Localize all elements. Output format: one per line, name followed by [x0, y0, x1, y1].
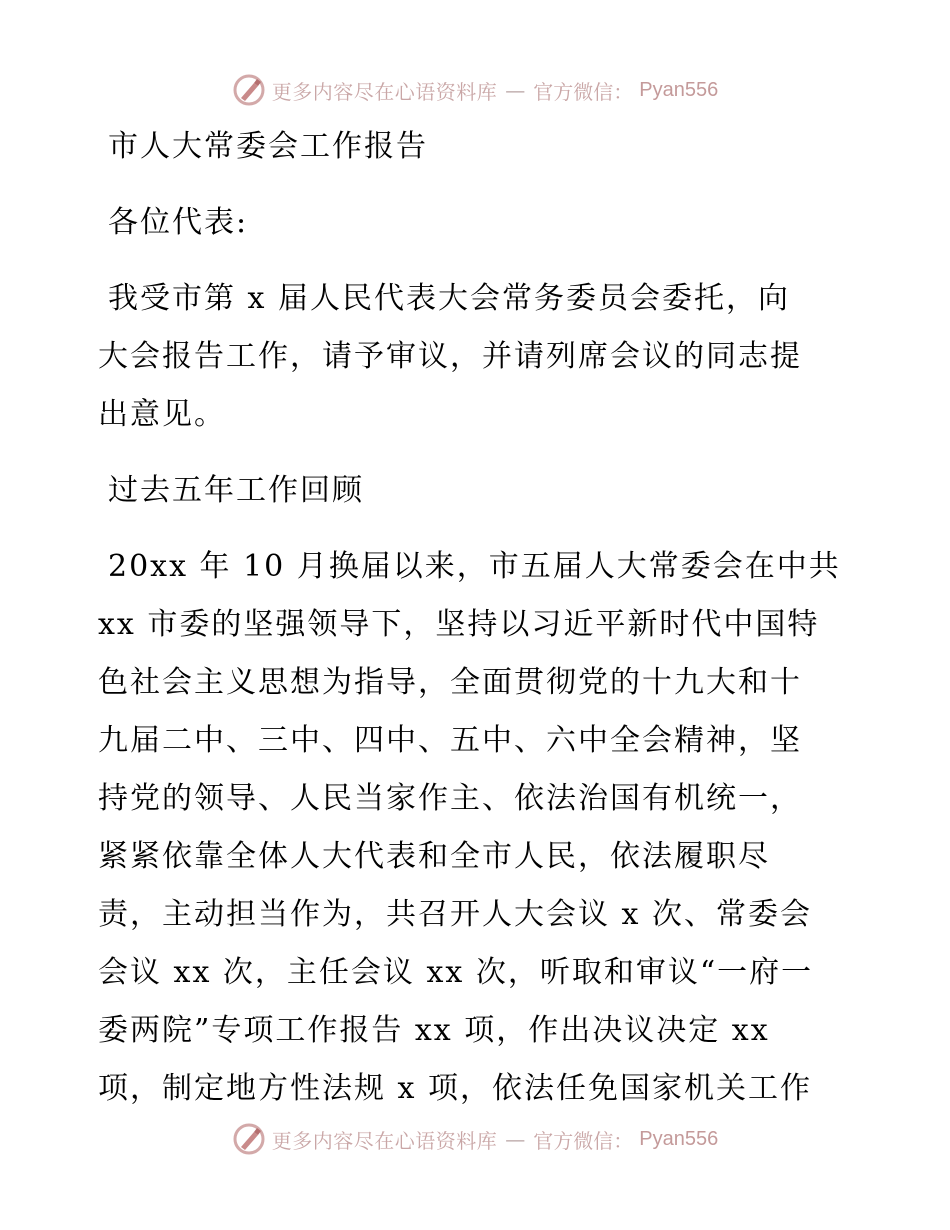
body-line: 九届二中、三中、四中、五中、六中全会精神，坚 — [98, 723, 802, 758]
salutation: 各位代表: — [108, 205, 249, 240]
body-line: 项，制定地方性法规 x 项，依法任免国家机关工作 — [98, 1071, 812, 1106]
document-title: 市人大常委会工作报告 — [108, 129, 428, 164]
intro-line: 出意见。 — [98, 397, 226, 432]
watermark-separator: — — [505, 78, 526, 102]
document-body — [98, 118, 858, 1118]
intro-line: 大会报告工作，请予审议，并请列席会议的同志提 — [98, 339, 802, 374]
body-line: 持党的领导、人民当家作主、依法治国有机统一， — [98, 781, 802, 816]
watermark-separator: — — [505, 1127, 526, 1151]
body-line: 责，主动担当作为，共召开人大会议 x 次、常委会 — [98, 897, 812, 932]
watermark-label: 官方微信： — [533, 79, 634, 104]
watermark-header — [0, 70, 950, 110]
watermark-wechat-id: Pyan556 — [639, 1127, 719, 1150]
body-line: 紧紧依靠全体人大代表和全市人民，依法履职尽 — [98, 839, 770, 874]
body-line: 色社会主义思想为指导，全面贯彻党的十九大和十 — [98, 665, 802, 700]
watermark-text: 更多内容尽在心语资料库 — [271, 79, 498, 104]
pen-logo-icon — [232, 1122, 266, 1156]
section-heading: 过去五年工作回顾 — [108, 473, 364, 508]
body-line: 会议 xx 次，主任会议 xx 次，听取和审议“一府一 — [98, 955, 814, 990]
body-line: 委两院”专项工作报告 xx 项，作出决议决定 xx — [98, 1013, 770, 1048]
body-line: 20xx 年 10 月换届以来，市五届人大常委会在中共 — [108, 549, 841, 584]
watermark-text: 更多内容尽在心语资料库 — [271, 1128, 498, 1153]
watermark-label: 官方微信： — [533, 1128, 634, 1153]
pen-logo-icon — [232, 73, 266, 107]
intro-line: 我受市第 x 届人民代表大会常务委员会委托，向 — [108, 281, 790, 316]
watermark-footer — [0, 1119, 950, 1159]
watermark-wechat-id: Pyan556 — [639, 78, 719, 101]
body-line: xx 市委的坚强领导下，坚持以习近平新时代中国特 — [98, 607, 820, 642]
